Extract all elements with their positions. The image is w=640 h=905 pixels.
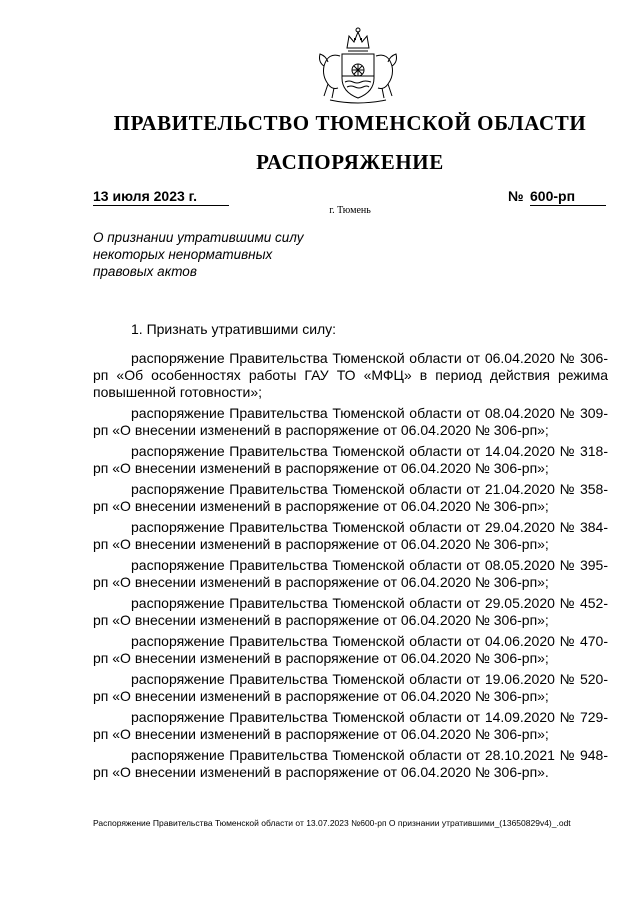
page-footer: Распоряжение Правительства Тюменской области от 13.07.2023 №600-рп О признании утратившими_(13650829v4)_.odt — [93, 818, 571, 828]
subject-line: О признании утратившими силу — [93, 230, 304, 245]
repealed-act-paragraph: распоряжение Правительства Тюменской области от 19.06.2020 № 520-рп «О внесении изменений в распоряжение от 06.04.2020 № 306-рп»; — [93, 671, 608, 704]
subject-line: правовых актов — [93, 264, 197, 279]
document-date: 13 июля 2023 г. — [93, 188, 229, 206]
subject-line: некоторых ненормативных — [93, 247, 273, 262]
repealed-act-paragraph: распоряжение Правительства Тюменской области от 21.04.2020 № 358-рп «О внесении изменений в распоряжение от 06.04.2020 № 306-рп»; — [93, 481, 608, 514]
repealed-act-paragraph: распоряжение Правительства Тюменской области от 14.04.2020 № 318-рп «О внесении изменений в распоряжение от 06.04.2020 № 306-рп»; — [93, 443, 608, 476]
repealed-act-paragraph: распоряжение Правительства Тюменской области от 29.05.2020 № 452-рп «О внесении изменений в распоряжение от 06.04.2020 № 306-рп»; — [93, 595, 608, 628]
repealed-act-paragraph: распоряжение Правительства Тюменской области от 08.04.2020 № 309-рп «О внесении изменений в распоряжение от 06.04.2020 № 306-рп»; — [93, 405, 608, 438]
repealed-act-paragraph: распоряжение Правительства Тюменской области от 14.09.2020 № 729-рп «О внесении изменений в распоряжение от 06.04.2020 № 306-рп»; — [93, 709, 608, 742]
repealed-act-paragraph: распоряжение Правительства Тюменской области от 28.10.2021 № 948-рп «О внесении изменений в распоряжение от 06.04.2020 № 306-рп». — [93, 747, 608, 780]
document-body — [93, 321, 608, 785]
city: г. Тюмень — [329, 205, 371, 216]
repealed-act-paragraph: распоряжение Правительства Тюменской области от 08.05.2020 № 395-рп «О внесении изменений в распоряжение от 06.04.2020 № 306-рп»; — [93, 557, 608, 590]
repealed-act-paragraph: распоряжение Правительства Тюменской области от 06.04.2020 № 306-рп «Об особенностях работы ГАУ ТО «МФЦ» в период действия режима повышенной готовности»; — [93, 350, 608, 400]
repealed-act-paragraph: распоряжение Правительства Тюменской области от 29.04.2020 № 384-рп «О внесении изменений в распоряжение от 06.04.2020 № 306-рп»; — [93, 519, 608, 552]
document-number: 600-рп — [530, 188, 606, 206]
government-title: ПРАВИТЕЛЬСТВО ТЮМЕНСКОЙ ОБЛАСТИ — [113, 111, 587, 135]
item-1: 1. Признать утратившими силу: — [131, 321, 337, 337]
document-subject — [93, 229, 333, 280]
coat-of-arms-icon — [316, 26, 400, 104]
repealed-act-paragraph: распоряжение Правительства Тюменской области от 04.06.2020 № 470-рп «О внесении изменений в распоряжение от 06.04.2020 № 306-рп»; — [93, 633, 608, 666]
document-type: РАСПОРЯЖЕНИЕ — [256, 150, 444, 174]
number-sign: № — [508, 188, 524, 204]
